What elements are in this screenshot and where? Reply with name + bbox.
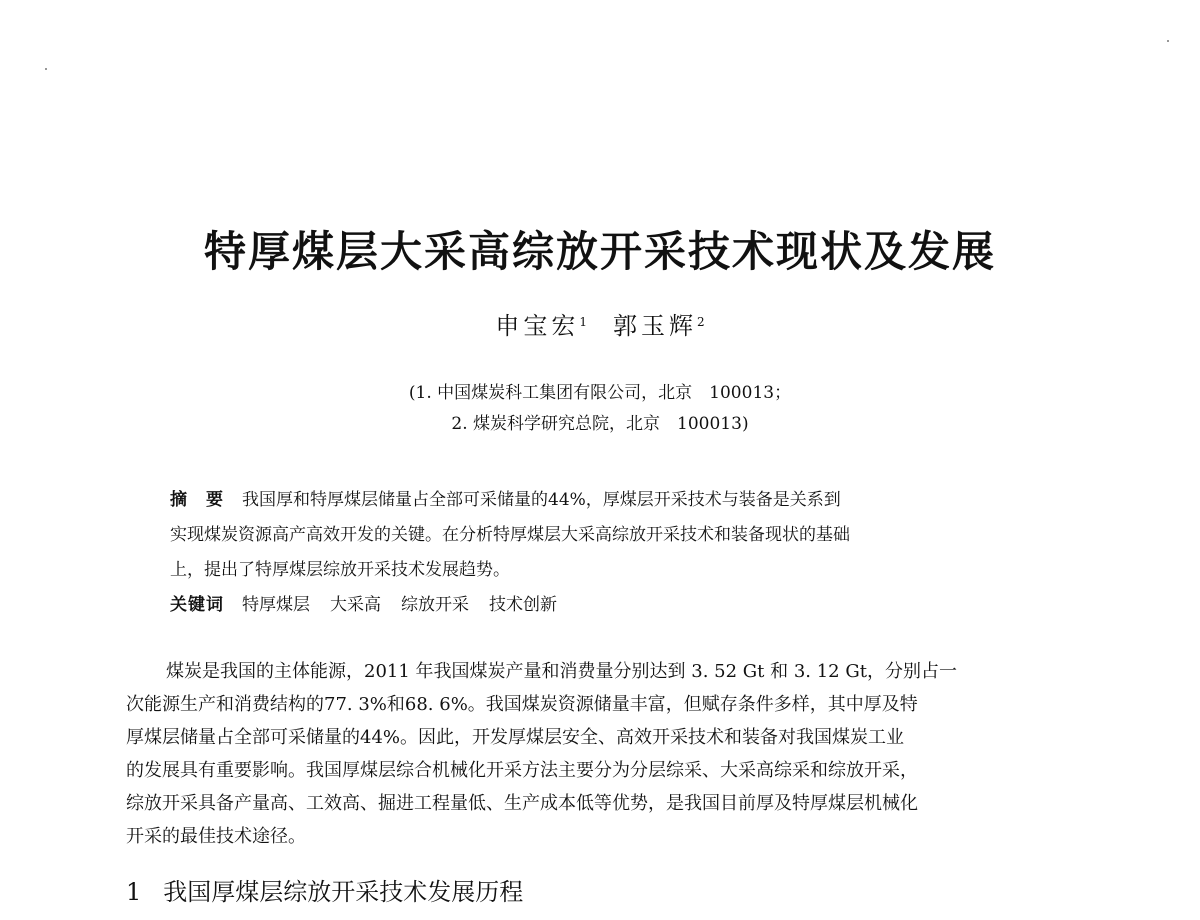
- keywords-line: [170, 591, 1040, 619]
- paper-title: 特厚煤层大采高综放开采技术现状及发展: [203, 227, 996, 276]
- keyword: 综放开采: [401, 595, 469, 615]
- author-affiliation-mark: 2: [697, 315, 705, 329]
- body-text-line: 的发展具有重要影响。我国厚煤层综合机械化开采方法主要分为分层综采、大采高综采和综放开采，: [126, 760, 918, 781]
- author-name: 郭玉辉: [613, 312, 697, 340]
- author-list: [0, 306, 1200, 346]
- body-text-line: 开采的最佳技术途径。: [126, 826, 306, 847]
- body-text-line: 综放开采具备产量高、工效高、掘进工程量低、生产成本低等优势，是我国目前厚及特厚煤层机械化: [126, 793, 918, 814]
- scan-speck: [45, 68, 47, 70]
- abstract-label: 摘 要: [170, 490, 224, 510]
- author: [613, 306, 705, 346]
- affiliation-line: 2. 煤炭科学研究总院，北京 100013): [451, 414, 749, 434]
- section-heading: [126, 872, 523, 912]
- body-text-line: 厚煤层储量占全部可采储量的44%。因此，开发厚煤层安全、高效开采技术和装备对我国煤炭工业: [126, 727, 905, 748]
- section-number: 1: [126, 878, 142, 906]
- author: [495, 306, 587, 346]
- abstract-line: [170, 486, 1040, 514]
- author-name: 申宝宏: [495, 312, 580, 340]
- abstract-line: 实现煤炭资源高产高效开发的关键。在分析特厚煤层大采高综放开采技术和装备现状的基础: [170, 525, 850, 545]
- body-text-line: 煤炭是我国的主体能源，2011 年我国煤炭产量和消费量分别达到 3. 52 Gt 和 3. 12 Gt，分别占一: [166, 661, 957, 682]
- affiliation-line: (1. 中国煤炭科工集团有限公司，北京 100013；: [408, 383, 792, 403]
- keyword: 特厚煤层: [242, 595, 310, 615]
- body-text-line: 次能源生产和消费结构的77. 3%和68. 6%。我国煤炭资源储量丰富，但赋存条件多样，其中厚及特: [126, 694, 918, 715]
- keyword: 大采高: [330, 595, 381, 615]
- section-title: 我国厚煤层综放开采技术发展历程: [163, 878, 524, 906]
- keyword: 技术创新: [489, 595, 557, 615]
- abstract-text: 我国厚和特厚煤层储量占全部可采储量的44%，厚煤层开采技术与装备是关系到: [242, 490, 841, 510]
- author-affiliation-mark: 1: [579, 315, 587, 329]
- abstract-line: 上，提出了特厚煤层综放开采技术发展趋势。: [170, 560, 510, 580]
- scan-speck: [1167, 40, 1169, 42]
- keywords-label: 关键词: [170, 595, 224, 615]
